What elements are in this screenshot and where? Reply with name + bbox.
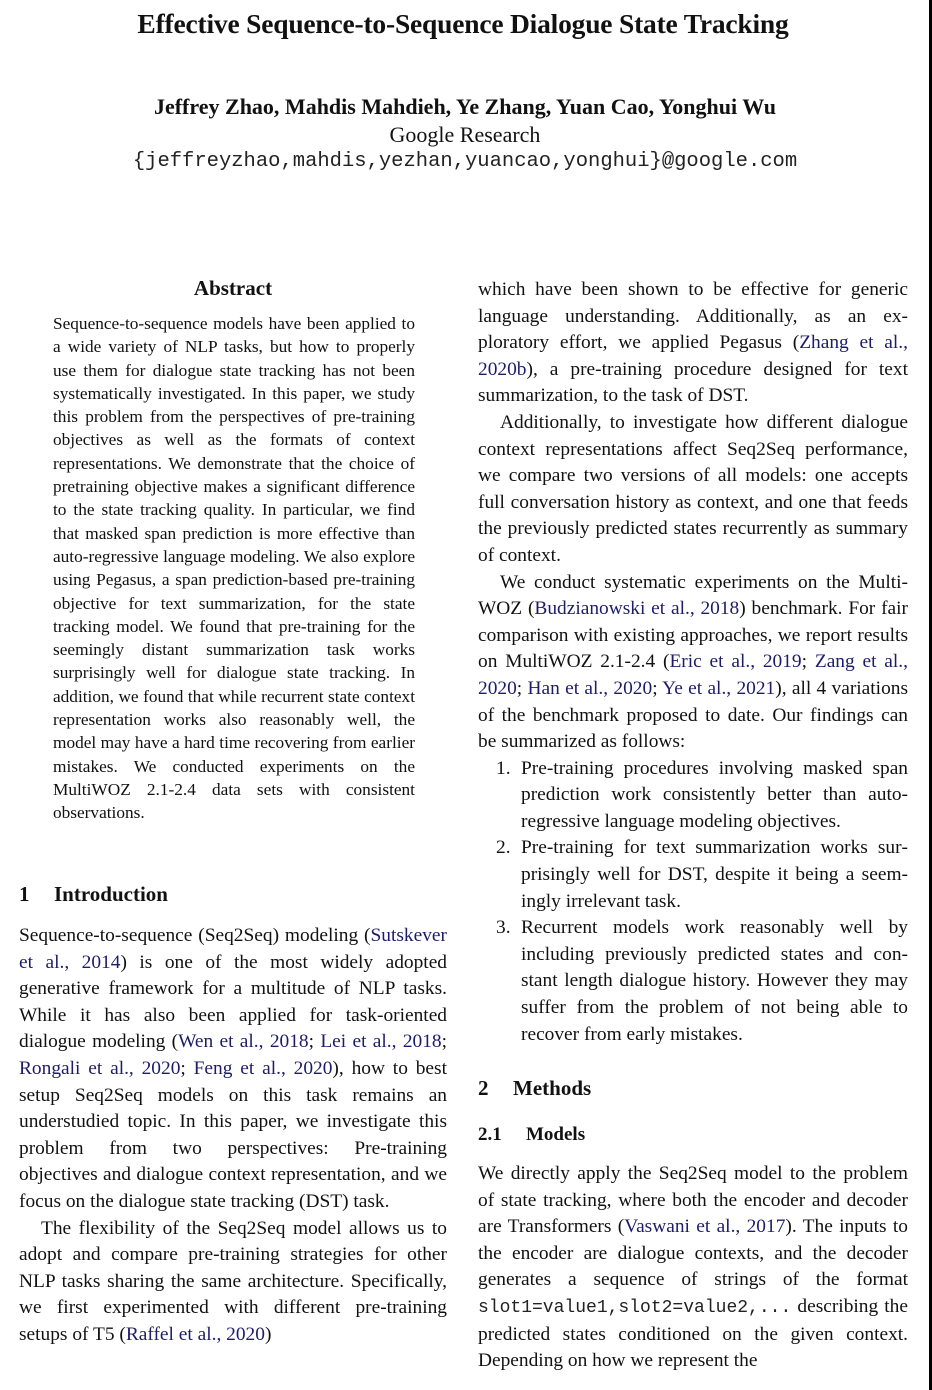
- citation-link[interactable]: Vaswani et al., 2017: [624, 1216, 786, 1238]
- right-column-body: [478, 277, 908, 1048]
- citation-link[interactable]: Eric et al., 2019: [669, 651, 802, 673]
- text-span: ;: [652, 677, 663, 699]
- citation-link[interactable]: Ye et al., 2021: [662, 677, 776, 699]
- text-span: ): [264, 1323, 272, 1345]
- finding-item: [496, 835, 908, 915]
- inline-code: slot1=value1,slot2=value2,...: [478, 1297, 792, 1318]
- citation-link[interactable]: Han et al., 2020: [527, 677, 653, 699]
- section-number: 2: [478, 1076, 489, 1100]
- subsection-number: 2.1: [478, 1124, 502, 1145]
- intro-paragraph-3: Additionally, to investigate how different dialogue context representations affect Seq2Seq performance, we compare two versions of all models: one accepts full conversation history as context, and one that feeds the previously predicted states recurrently as summary of context.: [478, 411, 908, 566]
- models-paragraph: [478, 1161, 908, 1375]
- citation-link[interactable]: Sutskever et al., 2014: [19, 925, 447, 973]
- section-title: Introduction: [54, 882, 168, 906]
- text-span: ;: [801, 651, 815, 673]
- finding-text: Pre-training for text summarization works surprisingly well for DST, despite it being a seemingly irrelevant task.: [521, 837, 908, 912]
- text-span: ;: [516, 677, 528, 699]
- subsection-heading-models: [478, 1124, 585, 1146]
- citation-link[interactable]: Rongali et al., 2020: [19, 1057, 181, 1079]
- text-span: describing the predicted states conditioned on the given context. Depending on how we represent the: [478, 1295, 908, 1372]
- citation-link[interactable]: Wen et al., 2018: [178, 1031, 309, 1053]
- subsection-title: Models: [526, 1124, 586, 1145]
- text-span: ;: [441, 1031, 447, 1053]
- findings-list: [496, 756, 908, 1049]
- citation-link[interactable]: Feng et al., 2020: [193, 1057, 333, 1079]
- list-marker: 3.: [496, 917, 511, 939]
- text-span: ;: [308, 1031, 321, 1053]
- text-span: ). The inputs to the encoder are dialogue contexts, and the decoder generates a sequence of strings of the format: [478, 1216, 908, 1291]
- citation-link[interactable]: Zhang et al., 2020b: [478, 332, 908, 380]
- citation-link[interactable]: Budzianowski et al., 2018: [534, 598, 740, 620]
- intro-paragraph-2: [19, 1216, 447, 1349]
- section-heading-introduction: [19, 882, 168, 907]
- list-marker: 1.: [496, 757, 511, 779]
- affiliation: Google Research: [389, 122, 541, 147]
- text-span: ) benchmark. For fair comparison with existing approaches, we report results on MultiWOZ 2.1-2.4 (: [478, 598, 908, 673]
- abstract-text: Sequence-to-sequence models have been applied to a wide variety of NLP tasks, but how to properly use them for dialogue state tracking has not been systematically investigated. In this paper, we study this problem from the perspectives of pre-training objectives as well as the formats of context representations. We demonstrate that the choice of pretraining objective makes a significant difference to the state tracking quality. In particular, we find that masked span prediction is more effective than auto-regressive language modeling. We also explore using Pegasus, a span prediction-based pre-training objective for text summarization, for the state tracking model. We found that pre-training for the seemingly distant summarization task works surprisingly well for dialogue state tracking. In addition, we found that while recurrent state context representation works also reasonably well, the model may have a hard time recovering from earlier mistakes. We conducted experiments on the MultiWOZ 2.1-2.4 data sets with consistent observations.: [53, 314, 415, 823]
- abstract-heading: Abstract: [193, 276, 273, 300]
- intro-paragraph-2-continued: [478, 277, 908, 410]
- text-span: We directly apply the Seq2Seq model to the problem of state tracking, where both the encoder and decoder are Transformers (: [478, 1163, 908, 1238]
- intro-paragraph-4: [478, 570, 908, 756]
- text-span: ), a pre-training procedure designed for text summarization, to the task of DST.: [478, 358, 908, 407]
- citation-link[interactable]: Lei et al., 2018: [320, 1031, 442, 1053]
- text-span: ), all 4 variations of the benchmark proposed to date. Our findings can be summarized as follows:: [478, 677, 909, 753]
- finding-item: [496, 915, 908, 1048]
- section-heading-methods: [478, 1076, 591, 1101]
- text-span: ;: [180, 1057, 194, 1079]
- methods-body: [478, 1161, 908, 1375]
- finding-text: Recurrent models work reasonably well by including previously predicted states and constant length dialogue history. However they may suffer from the problem of not being able to recover from early mistakes.: [521, 917, 908, 1045]
- paper-title: Effective Sequence-to-Sequence Dialogue State Tracking: [137, 8, 789, 39]
- text-span: ), how to best setup Seq2Seq models on this task remains an understudied topic. In this paper, we investigate this problem from two perspectives: Pre-training objectives and dialogue context representation, and we focus on the dialogue state tracking (DST) task.: [19, 1057, 447, 1212]
- finding-text: Pre-training procedures involving masked span prediction work consistently better than auto-regressive language modeling objectives.: [521, 757, 908, 832]
- author-list: Jeffrey Zhao, Mahdis Mahdieh, Ye Zhang, Yuan Cao, Yonghui Wu: [153, 94, 777, 119]
- section-title: Methods: [513, 1076, 592, 1100]
- text-span: We conduct systematic experiments on the MultiWOZ (: [478, 571, 908, 620]
- text-span: which have been shown to be effective for generic language understanding. Additionally, as an exploratory effort, we applied Pegasus (: [478, 279, 908, 354]
- intro-paragraph-1: [19, 923, 447, 1216]
- text-span: The flexibility of the Seq2Seq model allows us to adopt and compare pre-training strategies for other NLP tasks sharing the same architecture. Specifically, we first experimented with different pre-training setups of T5 (: [19, 1217, 447, 1345]
- list-marker: 2.: [496, 837, 511, 859]
- citation-link[interactable]: Raffel et al., 2020: [125, 1323, 265, 1345]
- author-emails: {jeffreyzhao,mahdis,yezhan,yuancao,yonghui}@google.com: [132, 150, 798, 173]
- text-span: ) is one of the most widely adopted generative framework for a multitude of NLP tasks. While it has also been applied for task-oriented dialogue modeling (: [19, 951, 447, 1053]
- citation-link[interactable]: Zang et al., 2020: [478, 651, 908, 699]
- section-number: 1: [19, 882, 30, 906]
- left-column-body: [19, 923, 447, 1349]
- finding-item: [496, 756, 908, 836]
- text-span: Sequence-to-sequence (Seq2Seq) modeling (: [19, 925, 371, 946]
